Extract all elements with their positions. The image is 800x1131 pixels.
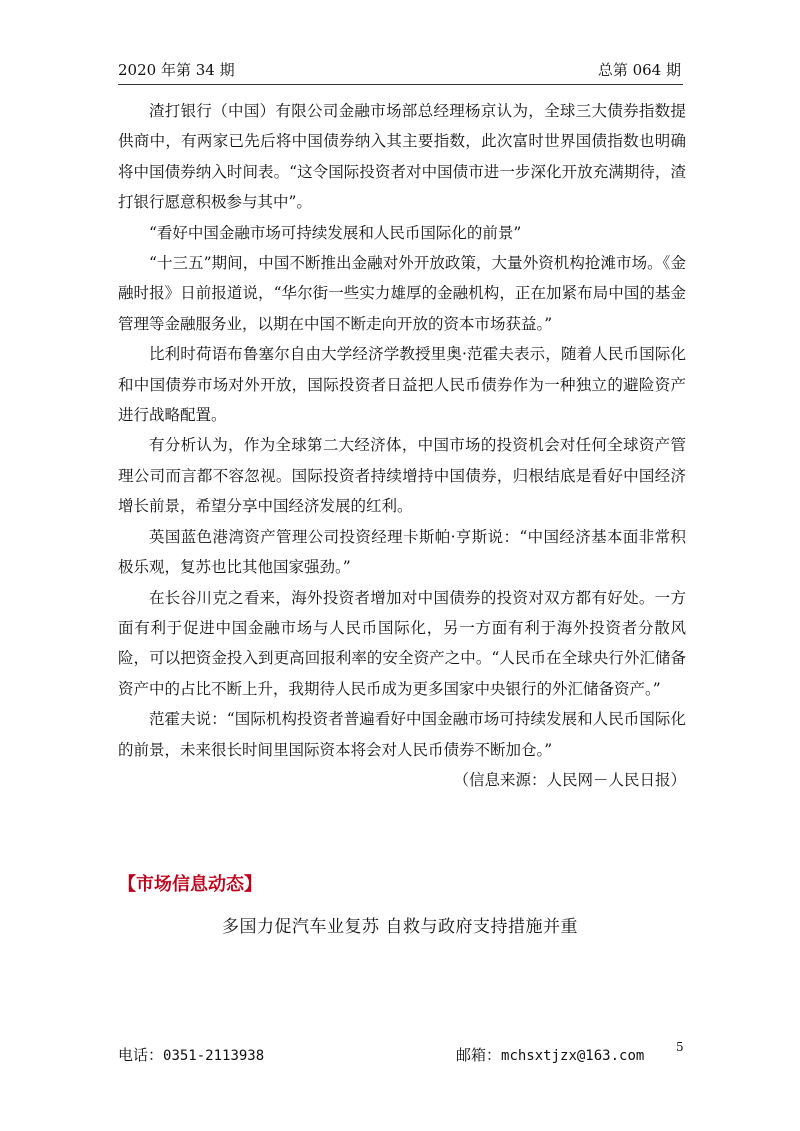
paragraph: 有分析认为，作为全球第二大经济体，中国市场的投资机会对任何全球资产管理公司而言都不容忽视。国际投资者持续增持中国债券，归根结底是看好中国经济增长前景，希望分享中国经济发展的红利。 (118, 436, 686, 516)
phone-label: 电话： (118, 1046, 164, 1064)
paragraph: 在长谷川克之看来，海外投资者增加对中国债券的投资对双方都有好处。一方面有利于促进中国金融市场与人民币国际化，另一方面有利于海外投资者分散风险，可以把资金投入到更高回报利率的安全资产之中。“人民币在全球央行外汇储备资产中的占比不断上升，我期待人民币成为更多国家中央银行的外汇储备资产。” (118, 588, 686, 698)
article-body (118, 96, 686, 795)
page-header (118, 60, 683, 85)
paragraph: 范霍夫说：“国际机构投资者普遍看好中国金融市场可持续发展和人民币国际化的前景，未来很长时间里国际资本将会对人民币债券不断加仓。” (118, 710, 686, 759)
next-article-title: 多国力促汽车业复苏 自救与政府支持措施并重 (222, 917, 578, 937)
source-attribution: （信息来源：人民网－人民日报） (453, 770, 686, 789)
phone-number: 0351-2113938 (163, 1048, 265, 1064)
footer-email (456, 1044, 644, 1065)
paragraph: 渣打银行（中国）有限公司金融市场部总经理杨京认为，全球三大债券指数提供商中，有两家已先后将中国债券纳入其主要指数，此次富时世界国债指数也明确将中国债券纳入时间表。“这令国际投资者对中国债市进一步深化开放充满期待，渣打银行愿意积极参与其中”。 (118, 102, 686, 212)
email-address: mchsxtjzx@163.com (501, 1048, 645, 1064)
paragraph: 比利时荷语布鲁塞尔自由大学经济学教授里奥·范霍夫表示，随着人民币国际化和中国债券市场对外开放，国际投资者日益把人民币债券作为一种独立的避险资产进行战略配置。 (118, 345, 686, 425)
page-number: 5 (676, 1040, 684, 1054)
email-label: 邮箱： (456, 1046, 502, 1064)
section-tag: 【市场信息动态】 (118, 874, 262, 895)
page-footer (118, 1040, 698, 1068)
footer-phone (118, 1044, 264, 1065)
total-issue-number: 总第 064 期 (597, 61, 681, 79)
issue-number: 2020 年第 34 期 (118, 61, 235, 79)
subheading-quote: “看好中国金融市场可持续发展和人民币国际化的前景” (149, 223, 522, 242)
paragraph: 英国蓝色港湾资产管理公司投资经理卡斯帕·亨斯说：“中国经济基本面非常积极乐观，复苏也比其他国家强劲。” (118, 527, 686, 577)
paragraph: “十三五”期间，中国不断推出金融对外开放政策，大量外资机构抢滩市场。《金融时报》日前报道说，“华尔街一些实力雄厚的金融机构，正在加紧布局中国的基金管理等金融服务业，以期在中国不断走向开放的资本市场获益。” (118, 254, 686, 333)
